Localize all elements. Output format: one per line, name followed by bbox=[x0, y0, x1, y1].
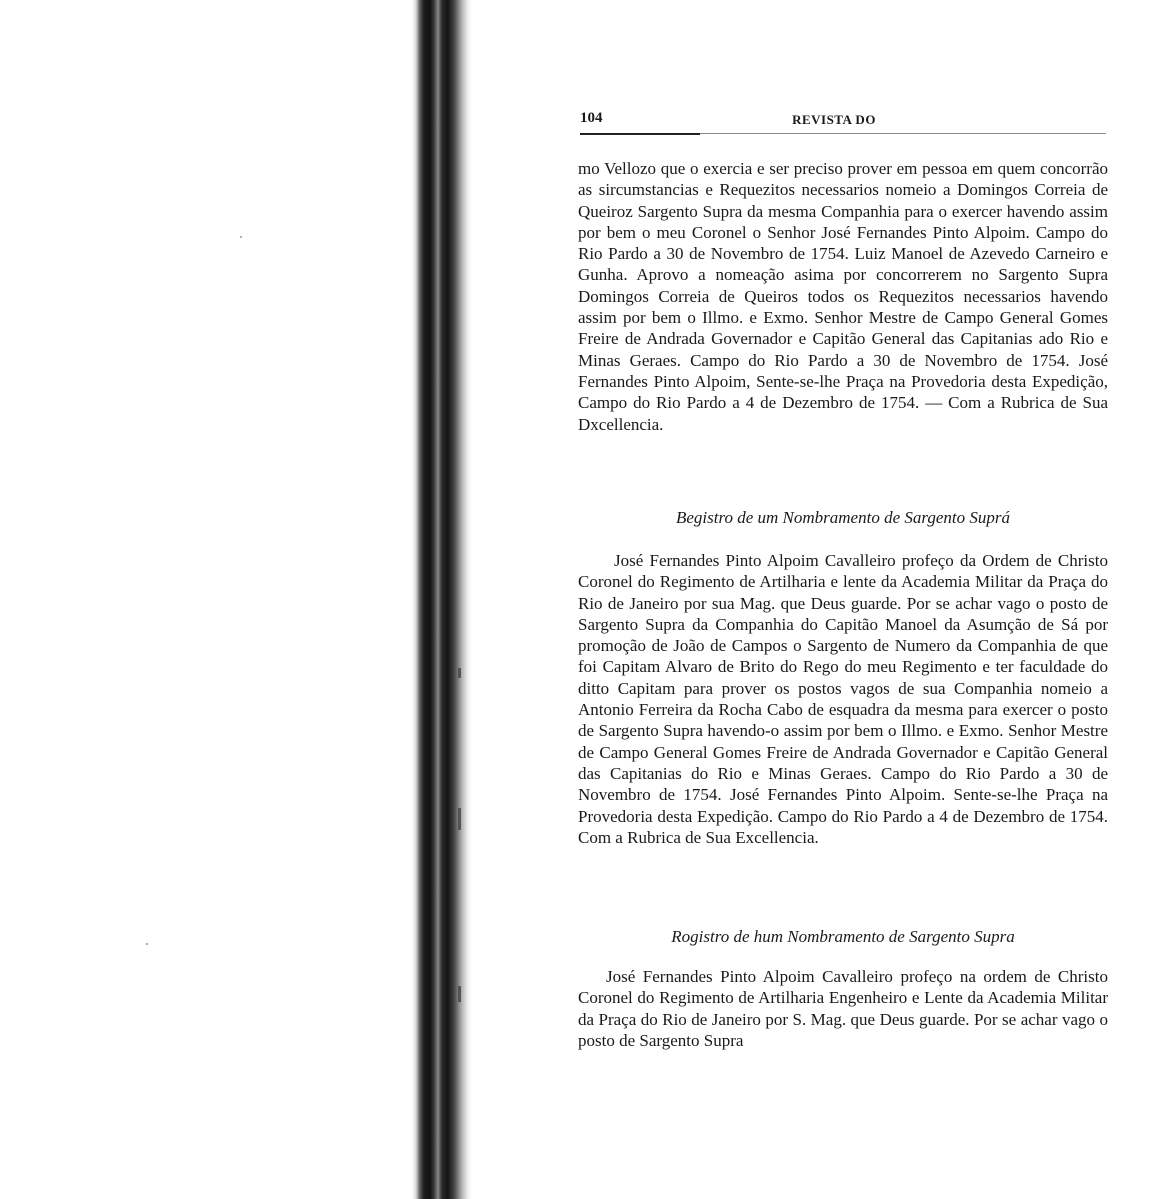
section-heading-1: Begistro de um Nombramento de Sargento Suprá bbox=[676, 508, 1010, 527]
paragraph-registro-1: José Fernandes Pinto Alpoim Cavalleiro profeço da Ordem de Christo Coronel do Regimento de Artilharia e lente da Academia Militar da Praça do Rio de Janeiro por sua Mag. que Deus guarde. Por se achar vago o posto de Sargento Supra da Companhia do Capitão Manoel da Asumção de Sá por promoção de João de Campos o Sargento de Numero da Companhia de que foi Capitam Alvaro de Brito do Rego do meu Regimento e ter faculdade do ditto Capitam para prover os postos vagos de sua Companhia nomeio a Antonio Ferreira da Rocha Cabo de esquadra da mesma para exercer o posto de Sargento Supra havendo-o assim por bem o Illmo. e Exmo. Senhor Mestre de Campo General Gomes Freire de Andrada Governador e Capitão General das Capitanias do Rio e Minas Geraes. Campo do Rio Pardo a 30 de Novembro de 1754. José Fernandes Pinto Alpoim. Sente-se-lhe Praça na Provedoria desta Expedição. Campo do Rio Pardo a 4 de Dezembro de 1754. Com a Rubrica de Sua Excellencia. bbox=[578, 551, 1108, 847]
paper-speck bbox=[240, 236, 242, 238]
book-spine-binding bbox=[412, 0, 472, 1199]
running-head-title: REVISTA DO bbox=[792, 112, 876, 127]
book-page bbox=[472, 0, 1157, 1199]
left-page-margin bbox=[0, 0, 415, 1199]
section-heading-2: Rogistro de hum Nombramento de Sargento Supra bbox=[671, 927, 1015, 946]
binding-mark bbox=[458, 808, 461, 830]
header-rule-accent bbox=[580, 133, 700, 135]
paragraph-continuation: mo Vellozo que o exercia e ser preciso prover em pessoa em quem concorrão as sircumstancias e Requezitos necessarios nomeio a Domingos Correia de Queiroz Sargento Supra da mesma Companhia para o exercer havendo assim por bem o meu Coronel o Senhor José Fernandes Pinto Alpoim. Campo do Rio Pardo a 30 de Novembro de 1754. Luiz Manoel de Azevedo Carneiro e Gunha. Aprovo a nomeação asima por concorrerem no Sargento Supra Domingos Correia de Queiros todos os Requezitos necessarios havendo assim por bem o Illmo. e Exmo. Senhor Mestre de Campo General Gomes Freire de Andrada Governador e Capitão General das Capitanias ado Rio e Minas Geraes. Campo do Rio Pardo a 30 de Novembro de 1754. José Fernandes Pinto Alpoim, Sente-se-lhe Praça na Provedoria desta Expedição, Campo do Rio Pardo a 4 de Dezembro de 1754. — Com a Rubrica de Sua Dxcellencia. bbox=[578, 159, 1108, 434]
paper-speck bbox=[146, 943, 148, 945]
running-head bbox=[580, 110, 1088, 132]
paragraph-registro-2: José Fernandes Pinto Alpoim Cavalleiro profeço na ordem de Christo Coronel do Regimento de Artilharia Engenheiro e Lente da Academia Militar da Praça do Rio de Janeiro por S. Mag. que Deus guarde. Por se achar vago o posto de Sargento Supra bbox=[578, 967, 1108, 1050]
page-number: 104 bbox=[580, 110, 603, 126]
binding-mark bbox=[458, 986, 461, 1002]
binding-mark bbox=[458, 668, 461, 678]
